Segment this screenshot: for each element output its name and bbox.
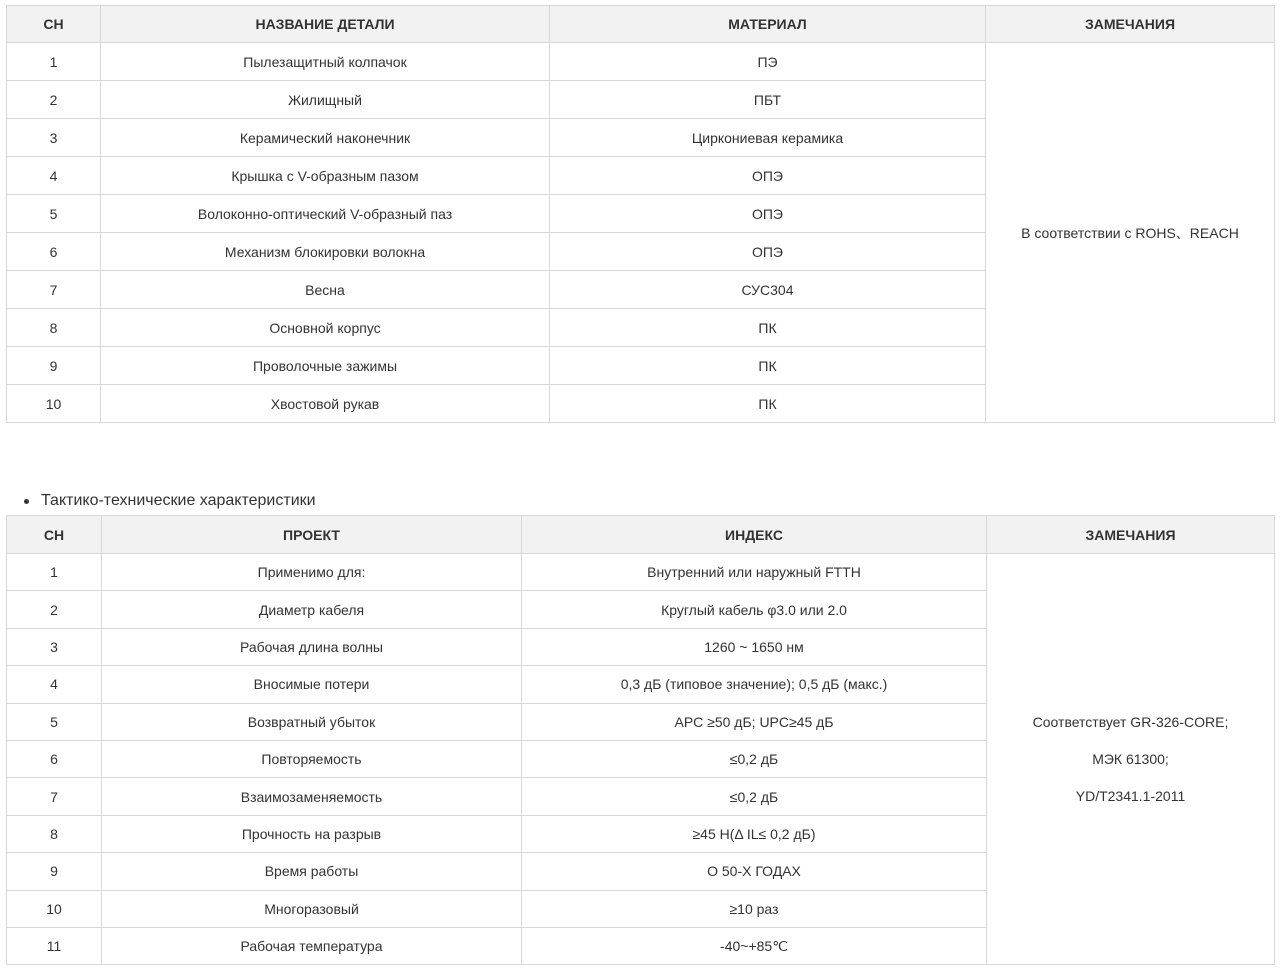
col-header-index: ИНДЕКС	[522, 516, 987, 554]
cell-part-name: Волоконно-оптический V-образный паз	[101, 195, 550, 233]
cell-material: ПК	[550, 347, 986, 385]
spec-heading-text: Тактико-технические характеристики	[41, 492, 316, 509]
cell-num: 1	[7, 43, 101, 81]
cell-project: Применимо для:	[102, 554, 522, 591]
cell-num: 2	[7, 81, 101, 119]
cell-num: 5	[7, 703, 102, 740]
col-header-num: СН	[7, 6, 101, 43]
parts-table	[6, 5, 1275, 423]
cell-num: 1	[7, 554, 102, 591]
table-row	[7, 43, 1275, 81]
cell-project: Повторяемость	[102, 740, 522, 777]
cell-remarks: В соответствии с ROHS、REACH	[986, 43, 1275, 423]
cell-project: Возвратный убыток	[102, 703, 522, 740]
spec-section-heading	[24, 492, 316, 510]
cell-material: ПБТ	[550, 81, 986, 119]
cell-part-name: Хвостовой рукав	[101, 385, 550, 423]
cell-part-name: Керамический наконечник	[101, 119, 550, 157]
col-header-num: СН	[7, 516, 102, 554]
cell-index: Внутренний или наружный FTTH	[522, 554, 987, 591]
cell-index: ≤0,2 дБ	[522, 778, 987, 815]
cell-num: 7	[7, 271, 101, 309]
cell-project: Время работы	[102, 853, 522, 890]
cell-material: СУС304	[550, 271, 986, 309]
cell-part-name: Жилищный	[101, 81, 550, 119]
cell-project: Рабочая длина волны	[102, 628, 522, 665]
table-header-row	[7, 516, 1275, 554]
remark-line: Соответствует GR-326-CORE;	[1032, 713, 1229, 730]
cell-material: ОПЭ	[550, 233, 986, 271]
cell-project: Многоразовый	[102, 890, 522, 927]
cell-remarks	[987, 554, 1275, 965]
cell-part-name: Основной корпус	[101, 309, 550, 347]
cell-part-name: Механизм блокировки волокна	[101, 233, 550, 271]
cell-num: 3	[7, 119, 101, 157]
cell-project: Диаметр кабеля	[102, 591, 522, 628]
cell-project: Прочность на разрыв	[102, 815, 522, 852]
cell-num: 10	[7, 890, 102, 927]
cell-part-name: Пылезащитный колпачок	[101, 43, 550, 81]
cell-num: 11	[7, 927, 102, 964]
cell-material: ПЭ	[550, 43, 986, 81]
cell-num: 3	[7, 628, 102, 665]
cell-material: ОПЭ	[550, 195, 986, 233]
cell-num: 9	[7, 853, 102, 890]
col-header-remarks: ЗАМЕЧАНИЯ	[987, 516, 1275, 554]
bullet-dot-icon	[24, 499, 29, 504]
cell-index: Круглый кабель φ3.0 или 2.0	[522, 591, 987, 628]
cell-num: 2	[7, 591, 102, 628]
cell-num: 7	[7, 778, 102, 815]
table-header-row	[7, 6, 1275, 43]
cell-num: 5	[7, 195, 101, 233]
cell-index: 1260 ~ 1650 нм	[522, 628, 987, 665]
cell-index: -40~+85℃	[522, 927, 987, 964]
col-header-project: ПРОЕКТ	[102, 516, 522, 554]
cell-index: О 50-Х ГОДАХ	[522, 853, 987, 890]
cell-index: ≤0,2 дБ	[522, 740, 987, 777]
remark-line: YD/T2341.1-2011	[1075, 787, 1186, 804]
cell-num: 8	[7, 815, 102, 852]
col-header-material: МАТЕРИАЛ	[550, 6, 986, 43]
cell-index: ≥45 Н(Δ IL≤ 0,2 дБ)	[522, 815, 987, 852]
spec-table	[6, 515, 1275, 965]
cell-part-name: Крышка с V-образным пазом	[101, 157, 550, 195]
cell-project: Взаимозаменяемость	[102, 778, 522, 815]
cell-material: ПК	[550, 385, 986, 423]
cell-index: ≥10 раз	[522, 890, 987, 927]
cell-project: Рабочая температура	[102, 927, 522, 964]
cell-index: APC ≥50 дБ; UPC≥45 дБ	[522, 703, 987, 740]
remark-line: МЭК 61300;	[1092, 750, 1169, 767]
cell-part-name: Весна	[101, 271, 550, 309]
cell-num: 4	[7, 157, 101, 195]
cell-index: 0,3 дБ (типовое значение); 0,5 дБ (макс.)	[522, 666, 987, 703]
cell-num: 9	[7, 347, 101, 385]
col-header-part-name: НАЗВАНИЕ ДЕТАЛИ	[101, 6, 550, 43]
col-header-remarks: ЗАМЕЧАНИЯ	[986, 6, 1275, 43]
cell-num: 4	[7, 666, 102, 703]
cell-num: 8	[7, 309, 101, 347]
cell-project: Вносимые потери	[102, 666, 522, 703]
cell-material: ОПЭ	[550, 157, 986, 195]
cell-part-name: Проволочные зажимы	[101, 347, 550, 385]
cell-num: 6	[7, 740, 102, 777]
cell-material: ПК	[550, 309, 986, 347]
cell-num: 10	[7, 385, 101, 423]
cell-material: Циркониевая керамика	[550, 119, 986, 157]
table-row	[7, 554, 1275, 591]
cell-num: 6	[7, 233, 101, 271]
